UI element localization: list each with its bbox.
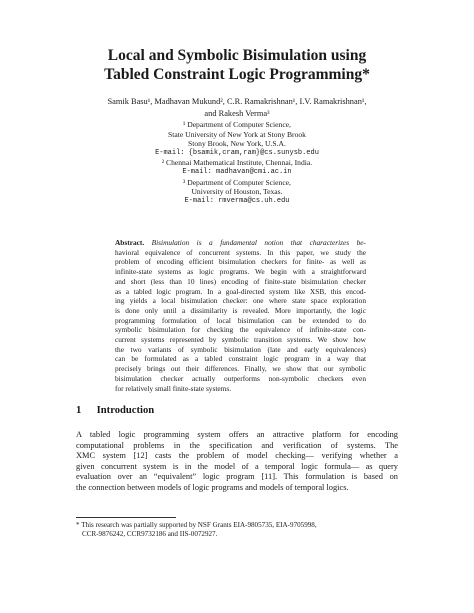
abstract-line: current systems represented by symbolic transition systems. We show how bbox=[115, 335, 366, 345]
footnote bbox=[76, 521, 398, 540]
introduction-paragraph bbox=[76, 430, 398, 494]
footnote-line: * This research was partially supported by NSF Grants EIA-9805735, EIA-9705998, bbox=[76, 521, 317, 529]
authors-line: Samik Basu¹, Madhavan Mukund², C.R. Ramakrishnan¹, I.V. Ramakrishnan¹, bbox=[107, 97, 367, 106]
abstract-line: bisimulation checker actually outperforms non-symbolic checkers even bbox=[115, 373, 366, 383]
abstract-label: Abstract. bbox=[115, 238, 145, 247]
affiliation-line: State University of New York at Stony Brook bbox=[168, 129, 306, 139]
abstract-line: problem of encoding efficient bisimulation checkers for finite- as well as bbox=[115, 257, 366, 267]
paper-title bbox=[0, 46, 474, 84]
author-list bbox=[60, 96, 414, 119]
abstract-line: havioral equivalence of concurrent systems. In this paper, we study the bbox=[115, 247, 366, 257]
abstract-line: infinite-state systems as logic programs. We begin with a straightforward bbox=[115, 267, 366, 277]
affiliation-line: Stony Brook, New York, U.S.A. bbox=[188, 139, 286, 149]
affiliation-line: ¹ Department of Computer Science, bbox=[183, 120, 291, 129]
abstract-line: and short (less than 10 lines) encoding of finite-state bisimulation checker bbox=[115, 276, 366, 286]
body-line: given concurrent system is in the model of a temporal logic formula— as query bbox=[76, 461, 398, 471]
abstract-line: precisely brings out their differences. Finally, we show that our symbolic bbox=[115, 364, 366, 374]
abstract-line: is done only until a dissimilarity is revealed. More importantly, the logic bbox=[115, 305, 366, 315]
abstract-line: symbolic bisimulation for checking the equivalence of infinite-state con- bbox=[115, 325, 366, 335]
body-line: XMC system [12] casts the problem of model checking— verifying whether a bbox=[76, 451, 398, 461]
abstract-line bbox=[115, 238, 366, 248]
affiliation-line: ² Chennai Mathematical Institute, Chennai, India. bbox=[161, 158, 313, 168]
abstract-line: as a tabled logic program. In a goal-directed system like XSB, this encod- bbox=[115, 286, 366, 296]
body-line: evaluation over an “equivalent” logic program [11]. This formulation is based on bbox=[76, 472, 398, 482]
section-heading bbox=[76, 405, 154, 416]
affiliation-line: University of Houston, Texas. bbox=[191, 187, 283, 197]
affiliations bbox=[100, 120, 374, 206]
abstract-line: ing yields a local bisimulation checker: one where state space exploration bbox=[115, 296, 366, 306]
body-line: computational problems in the specification and verification of systems. The bbox=[76, 440, 398, 450]
authors-line: and Rakesh Verma³ bbox=[204, 108, 270, 118]
section-title: Introduction bbox=[96, 405, 155, 416]
title-line: Local and Symbolic Bisimulation using bbox=[107, 47, 367, 64]
affiliation-email: E-mail: madhavan@cmi.ac.in bbox=[182, 167, 292, 176]
abstract-text: Bisimulation is a fundamental notion that characterizes be- bbox=[151, 238, 366, 247]
abstract-line: programming formulation of local bisimulation can be extended to do bbox=[115, 315, 366, 325]
title-line: Tabled Constraint Logic Programming* bbox=[104, 66, 370, 83]
abstract-line: can be formulated as a tabled constraint logic program in a way that bbox=[115, 354, 366, 364]
footnote-rule bbox=[76, 517, 176, 518]
footnote-line: CCR-9876242, CCR9732186 and IIS-0072927. bbox=[82, 530, 218, 539]
body-line: A tabled logic programming system offers an attractive platform for encoding bbox=[76, 430, 398, 439]
affiliation-line: ³ Department of Computer Science, bbox=[183, 177, 291, 187]
abstract-line: for relatively small finite-state systems. bbox=[115, 383, 232, 393]
affiliation-email: E-mail: {bsamik,cram,ram}@cs.sunysb.edu bbox=[155, 148, 319, 157]
body-line: the connection between models of logic programs and models of temporal logics. bbox=[76, 482, 349, 492]
abstract bbox=[115, 238, 366, 393]
affiliation-email: E-mail: rmverma@cs.uh.edu bbox=[184, 196, 290, 205]
section-number: 1 bbox=[76, 405, 82, 416]
abstract-line: the two variants of symbolic bisimulation (late and early equivalences) bbox=[115, 344, 366, 354]
